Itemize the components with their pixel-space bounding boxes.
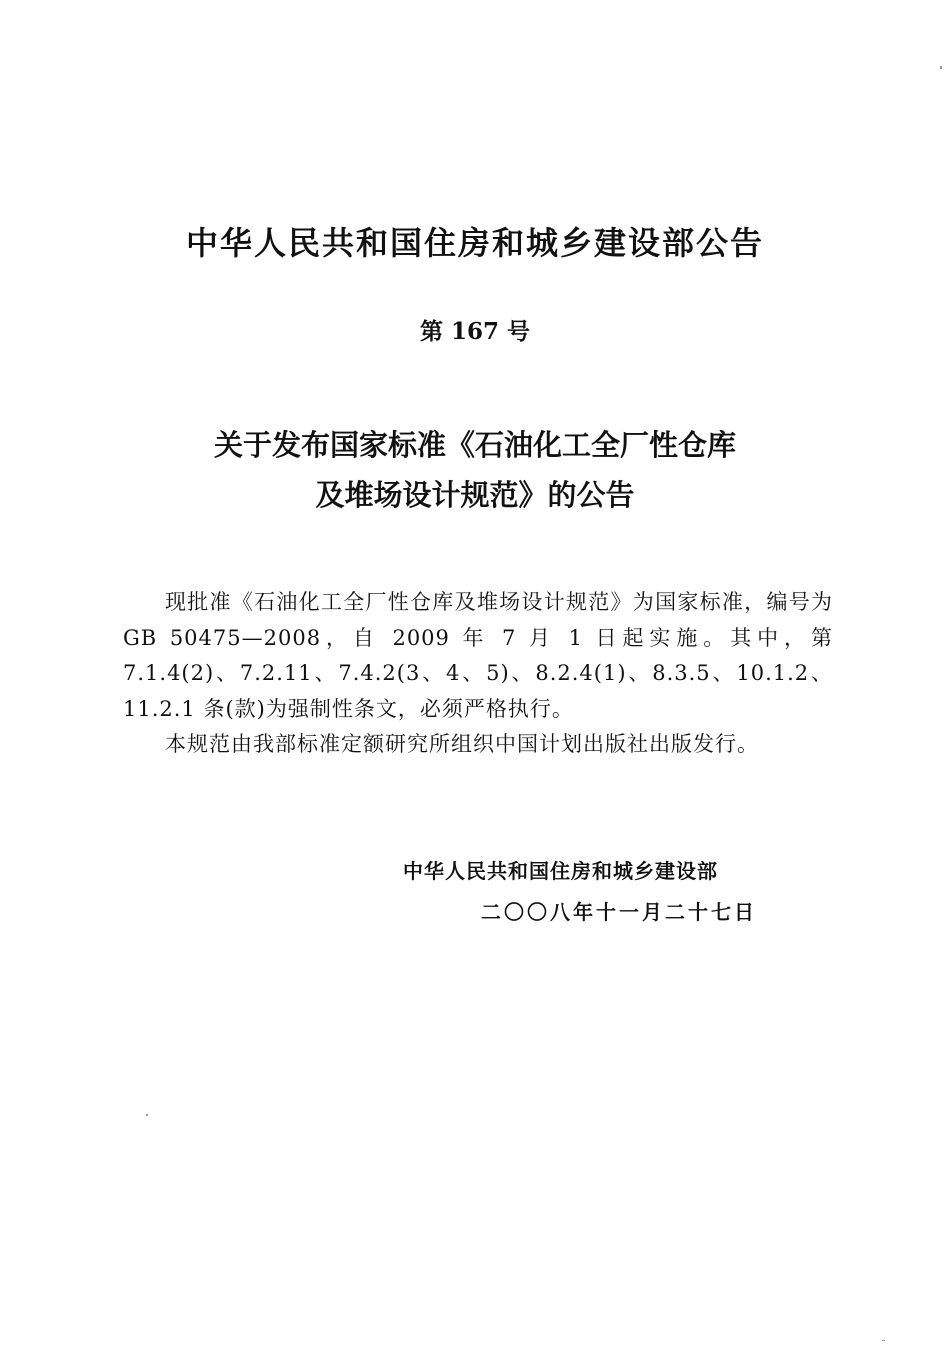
signature-department: 中华人民共和国住房和城乡建设部	[403, 859, 718, 883]
notice-subject	[0, 420, 950, 520]
notice-number: 第 167 号	[419, 318, 531, 345]
subject-line-2: 及堆场设计规范》的公告	[315, 478, 635, 512]
scan-speck	[146, 1114, 148, 1116]
scan-speck	[940, 66, 942, 69]
body-paragraph-approval: 现批准《石油化工全厂性仓库及堆场设计规范》为国家标准，编号为GB 50475—2008，自 2009 年 7 月 1 日起实施。其中，第7.1.4(2)、7.2.11、7.4.2(3、4、5)、8.2.4(1)、8.3.5、10.1.2、11.2.1 条(款)为强制性条文，必须严格执行。	[123, 590, 833, 721]
subject-line-1: 关于发布国家标准《石油化工全厂性仓库	[213, 428, 736, 462]
scan-speck	[882, 1340, 885, 1341]
agency-title: 中华人民共和国住房和城乡建设部公告	[185, 224, 764, 262]
notice-body	[123, 585, 833, 763]
body-paragraph-publishing: 本规范由我部标准定额研究所组织中国计划出版社出版发行。	[165, 732, 759, 756]
signature-date: 二〇〇八年十一月二十七日	[481, 900, 757, 924]
